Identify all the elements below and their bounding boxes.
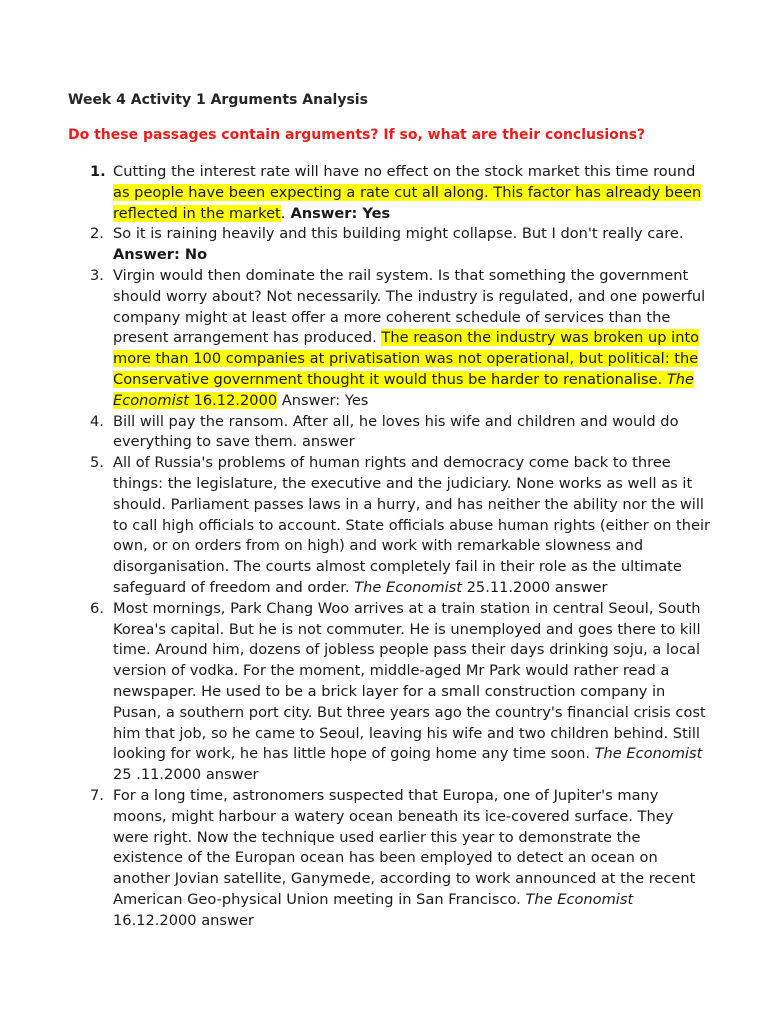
item-number: 7. (90, 786, 104, 804)
source-title: The Economist (525, 890, 634, 908)
highlighted-sentence: The reason the industry was broken up into more than 100 companies at privatisation was not operational, but political: the Conservative government thought it would thus be harder to renationalise. (113, 329, 700, 388)
source-date: 25.11.2000 answer (461, 578, 608, 596)
source-title: The Economist (354, 578, 462, 596)
source-title: The Economist (113, 370, 694, 409)
passage-text: Bill will pay the ransom. After all, he loves his wife and children and would do everything to save them. answer (113, 412, 679, 451)
source-date: 16.12.2000 (188, 391, 278, 409)
passage-text: All of Russia's problems of human rights and democracy come back to three things: the legislature, the executive and the judiciary. None works as well as it should. Parliament passes laws in a hurry, and has neither the ability nor the will to call high officials to account. State officials abuse human rights (either on their own, or on orders from on high) and work with remarkable slowness and disorganisation. The courts almost completely fail in their role as the ultimate safeguard of freedom and order. (113, 454, 711, 596)
highlighted-text: as people have been expecting a rate cut all along. This factor has already been reflected in the market (113, 183, 702, 222)
passage-item-6 (0, 599, 713, 786)
passage-text: Virgin would then dominate the rail system. Is that something the government should worry about? Not necessarily. The industry is regulated, and one powerful company might at least offer a more coherent schedule of services than the present arrangement has produced. (113, 266, 706, 347)
document-title: Week 4 Activity 1 Arguments Analysis (68, 92, 368, 108)
passage-text: For a long time, astronomers suspected that Europa, one of Jupiter's many moons, might harbour a watery ocean beneath its ice-covered surface. They were right. Now the technique used earlier this year to demonstrate the existence of the Europan ocean has been employed to detect an ocean on another Jovian satellite, Ganymede, according to work announced at the recent American Geo-physical Union meeting in San Francisco. (113, 786, 696, 908)
passage-text: Cutting the interest rate will have no effect on the stock market this time round (113, 163, 696, 180)
source-title: The Economist (594, 745, 703, 763)
source-date: 25 .11.2000 answer (113, 766, 259, 784)
item-number: 1. (90, 163, 106, 180)
passage-text: Most mornings, Park Chang Woo arrives at a train station in central Seoul, South Korea's capital. But he is not commuter. He is unemployed and goes there to kill time. Around him, dozens of jobless people pass their days drinking soju, a local version of vodka. For the moment, middle-aged Mr Park would rather read a newspaper. He used to be a brick layer for a small construction company in Pusan, a southern port city. But three years ago the country's financial crisis cost him that job, so he came to Seoul, leaving his wife and two children behind. Still looking for work, he has little hope of going home any time soon. (113, 599, 706, 763)
item-number: 4. (90, 412, 104, 430)
passage-item-7 (0, 786, 713, 932)
answer-label: Answer: Yes (285, 204, 391, 222)
answer-label: Answer: No (113, 246, 208, 264)
instruction-question: Do these passages contain arguments? If so, what are their conclusions? (68, 127, 646, 143)
item-number: 5. (90, 454, 104, 472)
item-number: 6. (90, 599, 104, 617)
answer-label: Answer: Yes (277, 391, 369, 409)
item-number: 2. (90, 225, 104, 243)
passage-item-5 (0, 453, 713, 599)
passage-list (0, 162, 768, 931)
passage-text-end: . (280, 204, 286, 222)
passage-item-3 (0, 266, 713, 412)
item-number: 3. (90, 266, 104, 284)
passage-item-4 (0, 412, 713, 454)
passage-text: So it is raining heavily and this building might collapse. But I don't really care. (113, 225, 684, 243)
passage-item-2 (0, 224, 713, 266)
passage-item-1 (0, 162, 713, 224)
source-date: 16.12.2000 answer (113, 911, 254, 929)
